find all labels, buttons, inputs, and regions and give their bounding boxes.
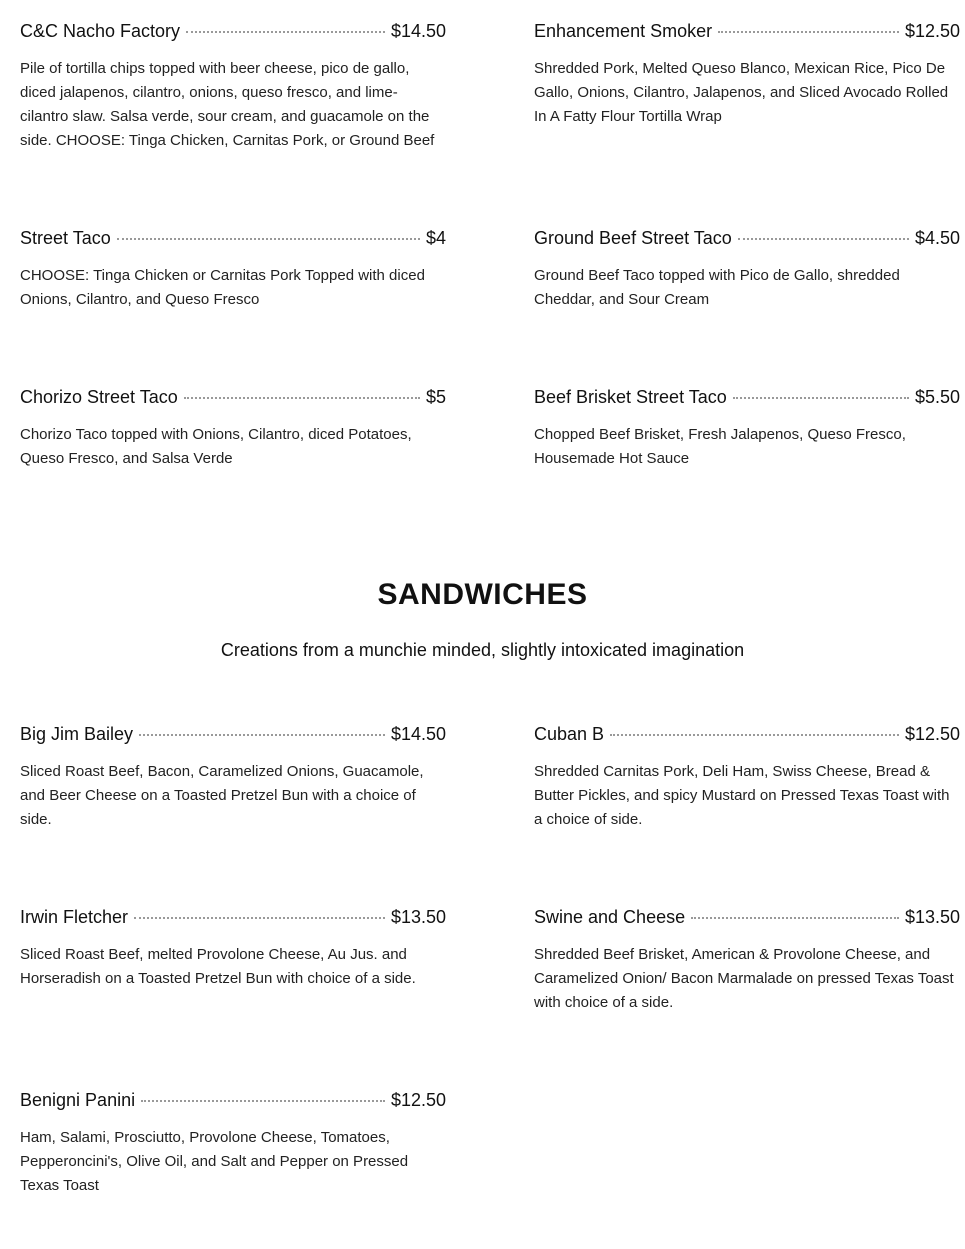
menu-item-header — [20, 724, 446, 748]
section-title: SANDWICHES — [377, 578, 588, 611]
menu-item — [534, 907, 960, 1015]
menu-item — [20, 387, 446, 471]
menu-item-header — [20, 907, 446, 931]
item-description: Shredded Pork, Melted Queso Blanco, Mexican Rice, Pico De Gallo, Onions, Cilantro, Jalapenos, and Sliced Avocado Rolled In A Fatty Flour Tortilla Wrap — [534, 60, 949, 125]
item-name: C&C Nacho Factory — [20, 21, 181, 41]
dot-leader — [610, 734, 899, 736]
item-description: Shredded Carnitas Pork, Deli Ham, Swiss Cheese, Bread & Butter Pickles, and spicy Mustard on Pressed Texas Toast with a choice of side. — [534, 763, 950, 828]
menu-item-header — [20, 21, 446, 45]
menu-item — [534, 21, 960, 129]
item-name: Cuban B — [534, 724, 605, 744]
item-price: $5.50 — [914, 387, 960, 407]
menu-item — [20, 907, 446, 991]
item-description: Chopped Beef Brisket, Fresh Jalapenos, Queso Fresco, Housemade Hot Sauce — [534, 426, 906, 467]
menu-item — [534, 724, 960, 832]
item-description: Ground Beef Taco topped with Pico de Gallo, shredded Cheddar, and Sour Cream — [534, 267, 900, 308]
item-description: Sliced Roast Beef, Bacon, Caramelized Onions, Guacamole, and Beer Cheese on a Toasted Pretzel Bun with a choice of side. — [20, 763, 424, 828]
item-name: Swine and Cheese — [534, 907, 686, 927]
menu-item — [534, 387, 960, 471]
dot-leader — [738, 238, 909, 240]
menu-item-header — [534, 228, 960, 252]
menu-item — [534, 228, 960, 312]
dot-leader — [733, 397, 909, 399]
dot-leader — [718, 31, 899, 33]
dot-leader — [117, 238, 420, 240]
item-name: Street Taco — [20, 228, 111, 248]
menu-item-header — [534, 21, 960, 45]
menu-item — [20, 21, 446, 153]
dot-leader — [134, 917, 385, 919]
menu-item — [20, 724, 446, 832]
dot-leader — [186, 31, 385, 33]
item-description: Shredded Beef Brisket, American & Provolone Cheese, and Caramelized Onion/ Bacon Marmalade on pressed Texas Toast with choice of a side. — [534, 946, 954, 1011]
item-description: CHOOSE: Tinga Chicken or Carnitas Pork Topped with diced Onions, Cilantro, and Queso Fresco — [20, 267, 425, 308]
menu-item — [20, 228, 446, 312]
menu-item-header — [20, 387, 446, 411]
item-description: Pile of tortilla chips topped with beer cheese, pico de gallo, diced jalapenos, cilantro, onions, queso fresco, and lime-cilantro slaw. Salsa verde, sour cream, and guacamole on the side. CHOOSE: Tinga Chicken, Carnitas Pork, or Ground Beef — [20, 60, 435, 149]
dot-leader — [141, 1100, 385, 1102]
item-name: Beef Brisket Street Taco — [534, 387, 727, 407]
item-price: $12.50 — [904, 21, 960, 41]
menu-item-header — [534, 724, 960, 748]
item-description: Ham, Salami, Prosciutto, Provolone Cheese, Tomatoes, Pepperoncini's, Olive Oil, and Salt and Pepper on Pressed Texas Toast — [20, 1129, 409, 1194]
dot-leader — [139, 734, 385, 736]
item-price: $13.50 — [904, 907, 960, 927]
menu-item-header — [534, 907, 960, 931]
item-price: $5 — [425, 387, 446, 407]
dot-leader — [184, 397, 420, 399]
item-price: $4.50 — [914, 228, 960, 248]
dot-leader — [691, 917, 899, 919]
item-price: $13.50 — [390, 907, 446, 927]
item-price: $12.50 — [904, 724, 960, 744]
item-price: $14.50 — [390, 724, 446, 744]
item-name: Benigni Panini — [20, 1090, 136, 1110]
item-price: $14.50 — [390, 21, 446, 41]
item-name: Enhancement Smoker — [534, 21, 713, 41]
item-name: Big Jim Bailey — [20, 724, 134, 744]
section-subtitle: Creations from a munchie minded, slightly intoxicated imagination — [220, 640, 745, 660]
menu-item-header — [20, 228, 446, 252]
menu-item-header — [20, 1090, 446, 1114]
item-description: Sliced Roast Beef, melted Provolone Cheese, Au Jus. and Horseradish on a Toasted Pretzel Bun with choice of a side. — [20, 946, 416, 987]
item-price: $4 — [425, 228, 446, 248]
item-price: $12.50 — [390, 1090, 446, 1110]
item-name: Irwin Fletcher — [20, 907, 129, 927]
menu-item-header — [534, 387, 960, 411]
item-name: Ground Beef Street Taco — [534, 228, 732, 248]
item-description: Chorizo Taco topped with Onions, Cilantro, diced Potatoes, Queso Fresco, and Salsa Verde — [20, 426, 412, 467]
menu-item — [20, 1090, 446, 1198]
item-name: Chorizo Street Taco — [20, 387, 178, 407]
